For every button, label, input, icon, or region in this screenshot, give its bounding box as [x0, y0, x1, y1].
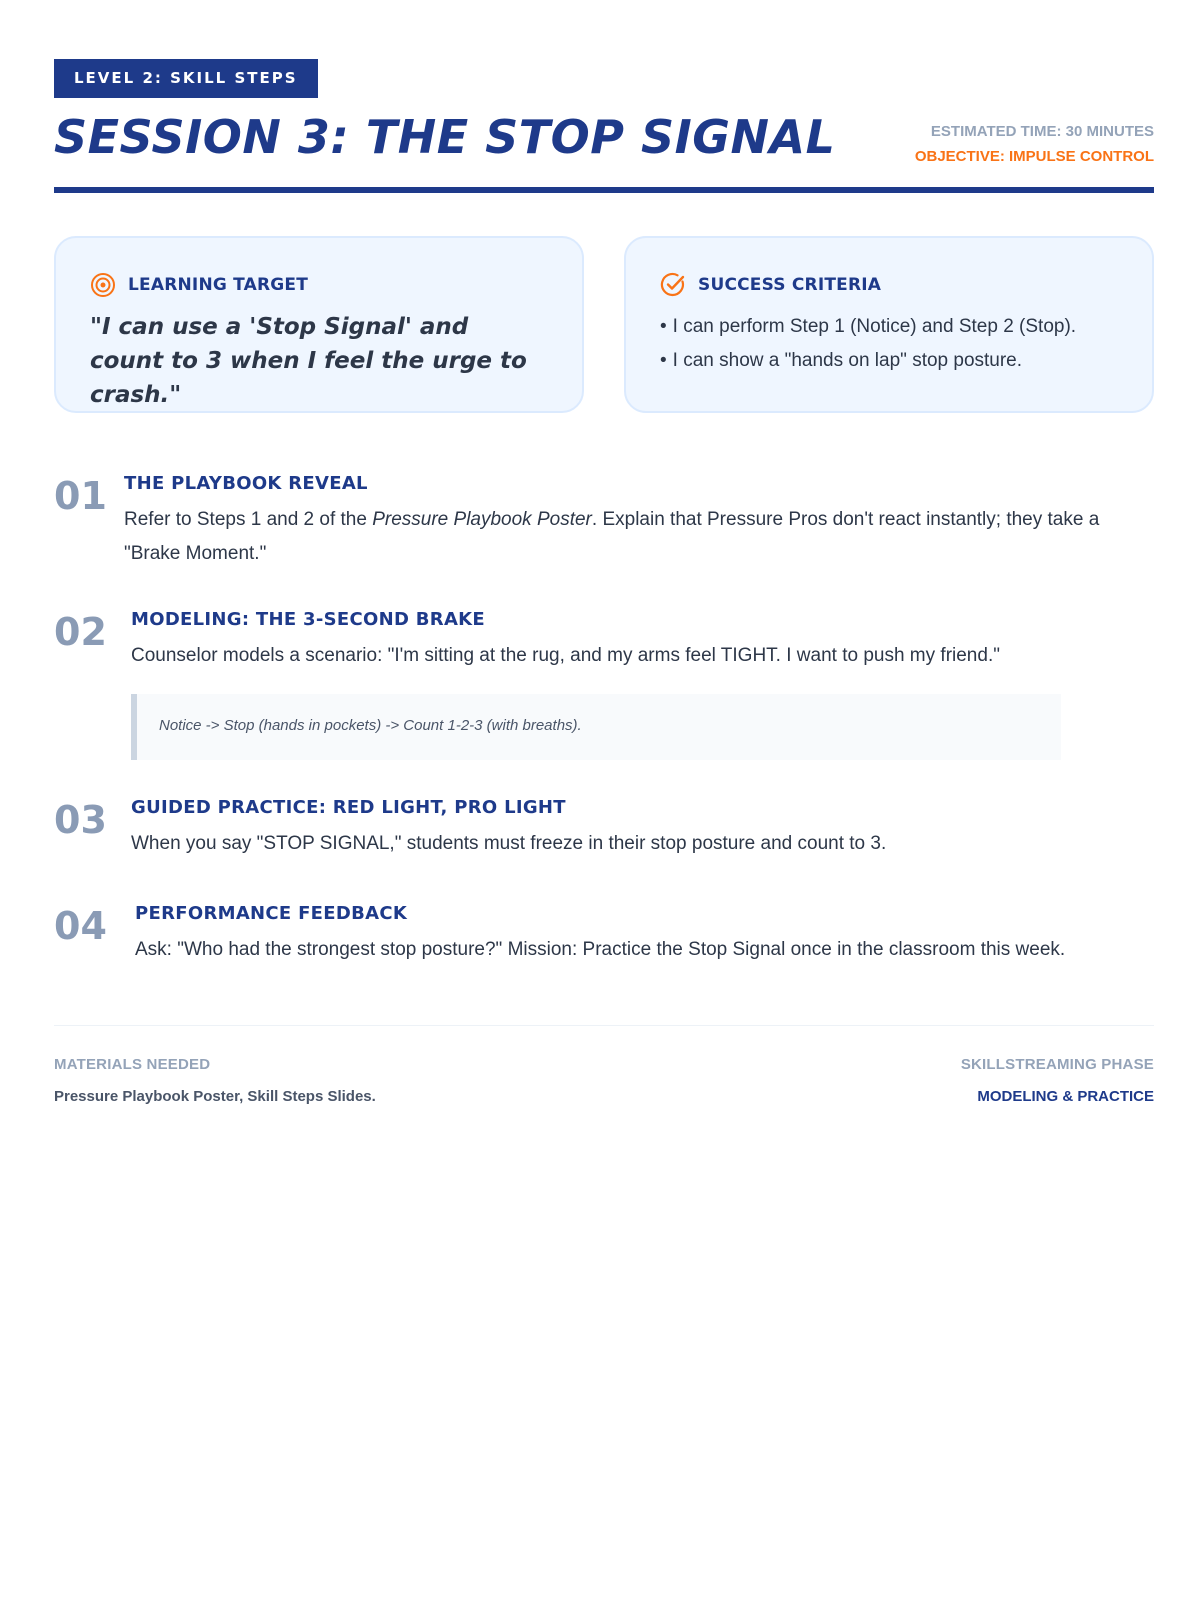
- step-number: 02: [54, 610, 107, 654]
- success-criteria-list: [660, 310, 1118, 378]
- step-body: [131, 795, 1154, 861]
- step-text-part: . Explain that Pressure Pros don't react instantly; they take a "Brake Moment.": [124, 509, 1100, 564]
- learning-target-header: [90, 272, 548, 298]
- learning-target-label: LEARNING TARGET: [128, 275, 309, 295]
- step-body: [131, 607, 1154, 760]
- footer-divider: [54, 1025, 1154, 1026]
- phase-section: [961, 1055, 1154, 1107]
- step-text: [124, 503, 1154, 571]
- estimated-time: ESTIMATED TIME: 30 MINUTES: [930, 123, 1154, 140]
- step-title: PERFORMANCE FEEDBACK: [135, 903, 408, 924]
- step-number: 01: [54, 474, 107, 518]
- success-criteria-header: [660, 272, 1118, 298]
- step-01: [54, 471, 1154, 571]
- phase-value: MODELING & PRACTICE: [977, 1088, 1154, 1105]
- modeling-callout: Notice -> Stop (hands in pockets) -> Count 1-2-3 (with breaths).: [131, 694, 1061, 760]
- learning-target-card: [54, 236, 584, 413]
- session-meta: [915, 119, 1154, 169]
- materials-label: MATERIALS NEEDED: [54, 1056, 211, 1073]
- success-criteria-label: SUCCESS CRITERIA: [698, 275, 882, 295]
- check-circle-icon: [660, 272, 686, 298]
- criteria-item: • I can show a "hands on lap" stop posture.: [660, 344, 1118, 378]
- step-title: MODELING: THE 3-SECOND BRAKE: [131, 609, 486, 630]
- materials-value: Pressure Playbook Poster, Skill Steps Slides.: [54, 1088, 376, 1105]
- success-criteria-card: [624, 236, 1154, 413]
- step-03: [54, 795, 1154, 865]
- lesson-page: [54, 59, 1154, 1105]
- page-title: SESSION 3: THE STOP SIGNAL: [54, 110, 836, 164]
- step-title: THE PLAYBOOK REVEAL: [124, 473, 368, 494]
- phase-label: SKILLSTREAMING PHASE: [960, 1056, 1154, 1073]
- target-cards: [54, 236, 1154, 413]
- step-text: Ask: "Who had the strongest stop posture?" Mission: Practice the Stop Signal once in the classroom this week.: [135, 939, 1066, 960]
- step-number: 03: [54, 798, 107, 842]
- step-text-part: Refer to Steps 1 and 2 of the: [124, 509, 373, 530]
- learning-target-quote: "I can use a 'Stop Signal' and count to 3 when I feel the urge to crash.": [90, 314, 527, 408]
- poster-reference: Pressure Playbook Poster: [372, 509, 592, 530]
- step-title: GUIDED PRACTICE: RED LIGHT, PRO LIGHT: [131, 797, 566, 818]
- step-number: 04: [54, 904, 107, 948]
- step-body: [135, 901, 1154, 967]
- criteria-item: • I can perform Step 1 (Notice) and Step 2 (Stop).: [660, 310, 1118, 344]
- step-02: [54, 607, 1154, 767]
- header-divider: [54, 187, 1154, 193]
- target-icon: [90, 272, 116, 298]
- step-04: [54, 901, 1154, 971]
- objective: OBJECTIVE: IMPULSE CONTROL: [914, 148, 1154, 165]
- materials-section: [54, 1055, 376, 1107]
- step-text: When you say "STOP SIGNAL," students must freeze in their stop posture and count to 3.: [131, 833, 887, 854]
- step-body: [124, 471, 1154, 571]
- step-text: Counselor models a scenario: "I'm sitting at the rug, and my arms feel TIGHT. I want to push my friend.": [131, 645, 1000, 666]
- level-badge: LEVEL 2: SKILL STEPS: [54, 59, 318, 98]
